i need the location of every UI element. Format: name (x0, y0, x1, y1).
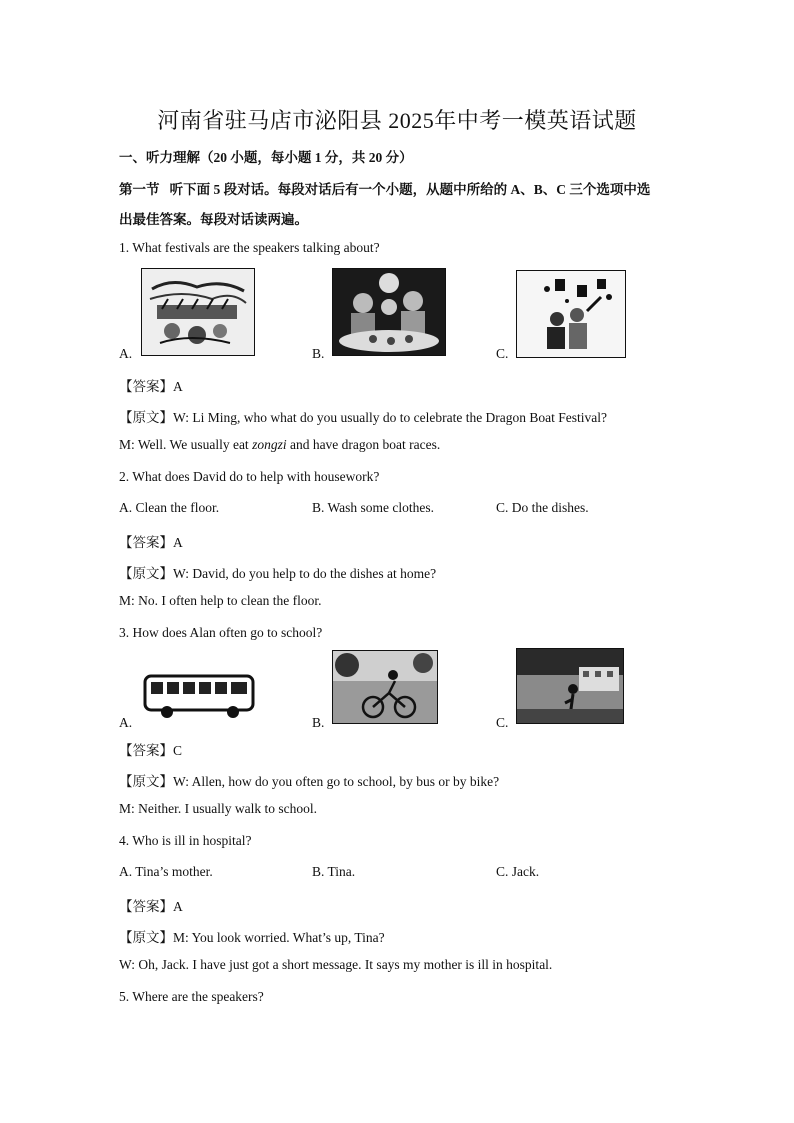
family-dinner-image (332, 268, 446, 356)
q1-transcript-label: 【原文】 (119, 410, 173, 425)
q2-transcript-text-1: W: David, do you help to do the dishes at home? (173, 566, 437, 581)
q4-option-a: A. Tina’s mother. (119, 864, 213, 879)
q3-transcript-text-1: W: Allen, how do you often go to school, by bus or by bike? (173, 774, 500, 789)
section-heading: 一、听力理解（20 小题，每小题 1 分，共 20 分） (119, 150, 413, 165)
q4-transcript-line-2: W: Oh, Jack. I have just got a short message. It says my mother is ill in hospital. (119, 957, 553, 972)
q3-answer: 【答案】C (119, 743, 183, 758)
q4-transcript-text-1: M: You look worried. What’s up, Tina? (173, 930, 385, 945)
q1-option-b-label: B. (312, 346, 325, 361)
q1-option-a-label: A. (119, 346, 133, 361)
q1-transcript-line-1 (119, 406, 607, 426)
q4-option-b: B. Tina. (312, 864, 356, 879)
part-instruction (119, 178, 650, 198)
q3-transcript-line-2: M: Neither. I usually walk to school. (119, 801, 317, 816)
question-5: 5. Where are the speakers? (119, 989, 264, 1004)
question-3: 3. How does Alan often go to school? (119, 625, 323, 640)
q1-transcript-text-2a: M: Well. We usually eat (119, 437, 253, 452)
q3-transcript-label: 【原文】 (119, 774, 173, 789)
question-1: 1. What festivals are the speakers talking about? (119, 240, 380, 255)
page-title: 河南省驻马店市泌阳县 2025年中考一模英语试题 (157, 108, 637, 133)
q2-option-c: C. Do the dishes. (496, 500, 589, 515)
q2-answer: 【答案】A (119, 535, 183, 550)
question-2: 2. What does David do to help with housework? (119, 469, 380, 484)
bike-image (332, 650, 438, 724)
instruction-line-1: 听下面 5 段对话。每段对话后有一个小题，从题中所给的 A、B、C 三个选项中选 (169, 182, 651, 197)
q2-transcript-label: 【原文】 (119, 566, 173, 581)
q2-transcript-line-2: M: No. I often help to clean the floor. (119, 593, 322, 608)
q4-answer: 【答案】A (119, 899, 183, 914)
question-4: 4. Who is ill in hospital? (119, 833, 252, 848)
q3-option-b-label: B. (312, 715, 325, 730)
walking-image (516, 648, 624, 724)
q1-option-c-label: C. (496, 346, 509, 361)
q4-transcript-label: 【原文】 (119, 930, 173, 945)
q1-transcript-text-2-italic: zongzi (252, 437, 287, 452)
q4-transcript-line-1 (119, 926, 385, 946)
q1-transcript-line-2 (119, 437, 440, 453)
q1-transcript-text-2b: and have dragon boat races. (286, 437, 441, 452)
q3-option-a-label: A. (119, 715, 133, 730)
q2-transcript-line-1 (119, 562, 436, 582)
dragon-boat-image (141, 268, 255, 356)
bus-image (141, 670, 257, 720)
q3-option-c-label: C. (496, 715, 509, 730)
q2-option-b: B. Wash some clothes. (312, 500, 435, 515)
q2-option-a: A. Clean the floor. (119, 500, 220, 515)
instruction-line-2: 出最佳答案。每段对话读两遍。 (119, 212, 308, 227)
q3-transcript-line-1 (119, 770, 499, 790)
part-label: 第一节 (119, 182, 160, 197)
q1-transcript-text-1: W: Li Ming, who what do you usually do to celebrate the Dragon Boat Festival? (173, 410, 608, 425)
q4-option-c: C. Jack. (496, 864, 540, 879)
lanterns-image (516, 270, 626, 358)
q1-answer: 【答案】A (119, 379, 183, 394)
